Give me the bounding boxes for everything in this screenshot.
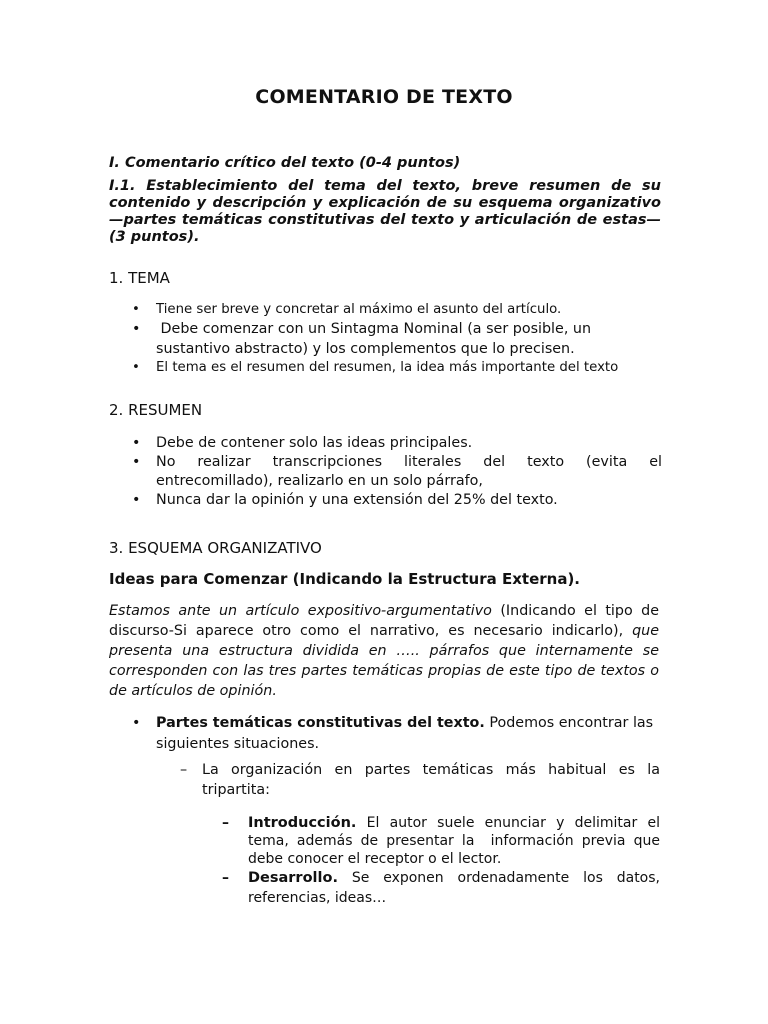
sub-item-introduccion <box>222 814 665 868</box>
section-header-1: I. Comentario crítico del texto (0-4 puntos) <box>109 155 461 171</box>
paragraph-text: (Indicando el tipo de discurso-Si aparece otro como el narrativo, es necesario indicarlo), <box>109 603 659 639</box>
sub-item-desarrollo <box>222 868 660 908</box>
list-item <box>132 713 662 755</box>
sub-marker: – <box>222 815 229 831</box>
sub-text: Se exponen ordenadamente los datos, referencias, ideas… <box>248 870 660 906</box>
paragraph-italic: que presenta una estructura dividida en ….. párrafos que internamente se corresponden con las tres partes temáticas propias de este tipo de textos o de artículos de opinión. <box>109 623 659 699</box>
list-item: • Debe comenzar con un Sintagma Nominal (a ser posible, un sustantivo abstracto) y los complementos que lo precisen. <box>132 319 662 359</box>
list-item: • Tiene ser breve y concretar al máximo el asunto del artículo. <box>132 301 662 318</box>
list-item: • Nunca dar la opinión y una extensión del 25% del texto. <box>132 491 662 510</box>
bold-lead: Partes temáticas constitutivas del texto. <box>156 715 485 731</box>
paragraph-italic: Estamos ante un artículo expositivo-argumentativo <box>109 603 492 619</box>
sub-marker: – <box>222 870 229 886</box>
sub-bold: Introducción. <box>248 815 357 831</box>
resumen-heading: 2. RESUMEN <box>109 401 203 419</box>
section-header-1-1: I.1. Establecimiento del tema del texto, breve resumen de su contenido y descripción y explicación de su esquema organizativo —partes temáticas constitutivas del texto y articulación de estas— (3 puntos). <box>109 178 661 245</box>
list-item-text: Podemos encontrar las siguientes situaciones. <box>156 715 654 752</box>
sub-bold: Desarrollo. <box>248 870 338 886</box>
list-item-line: entrecomillado), realizarlo en un solo párrafo, <box>156 473 483 489</box>
partes-list <box>132 713 662 755</box>
sub-text: El autor suele enunciar y delimitar el tema, además de presentar la información previa que debe conocer el receptor o el lector. <box>248 815 665 867</box>
dash-item <box>180 760 660 802</box>
list-item: • Debe de contener solo las ideas principales. <box>132 434 662 453</box>
esquema-heading: 3. ESQUEMA ORGANIZATIVO <box>109 539 322 557</box>
esquema-paragraph <box>109 601 659 701</box>
dash-text: La organización en partes temáticas más habitual es la tripartita: <box>202 762 660 798</box>
document-title: COMENTARIO DE TEXTO <box>255 86 513 108</box>
resumen-list <box>132 434 662 510</box>
list-item <box>132 453 662 491</box>
dash-marker: – <box>180 762 188 778</box>
list-item-line: • No realizar transcripciones literales del texto (evita el <box>156 454 662 470</box>
tema-heading: 1. TEMA <box>109 269 170 287</box>
ideas-heading: Ideas para Comenzar (Indicando la Estructura Externa). <box>109 570 580 588</box>
list-item: • El tema es el resumen del resumen, la idea más importante del texto <box>132 359 662 376</box>
tema-list <box>132 301 662 376</box>
